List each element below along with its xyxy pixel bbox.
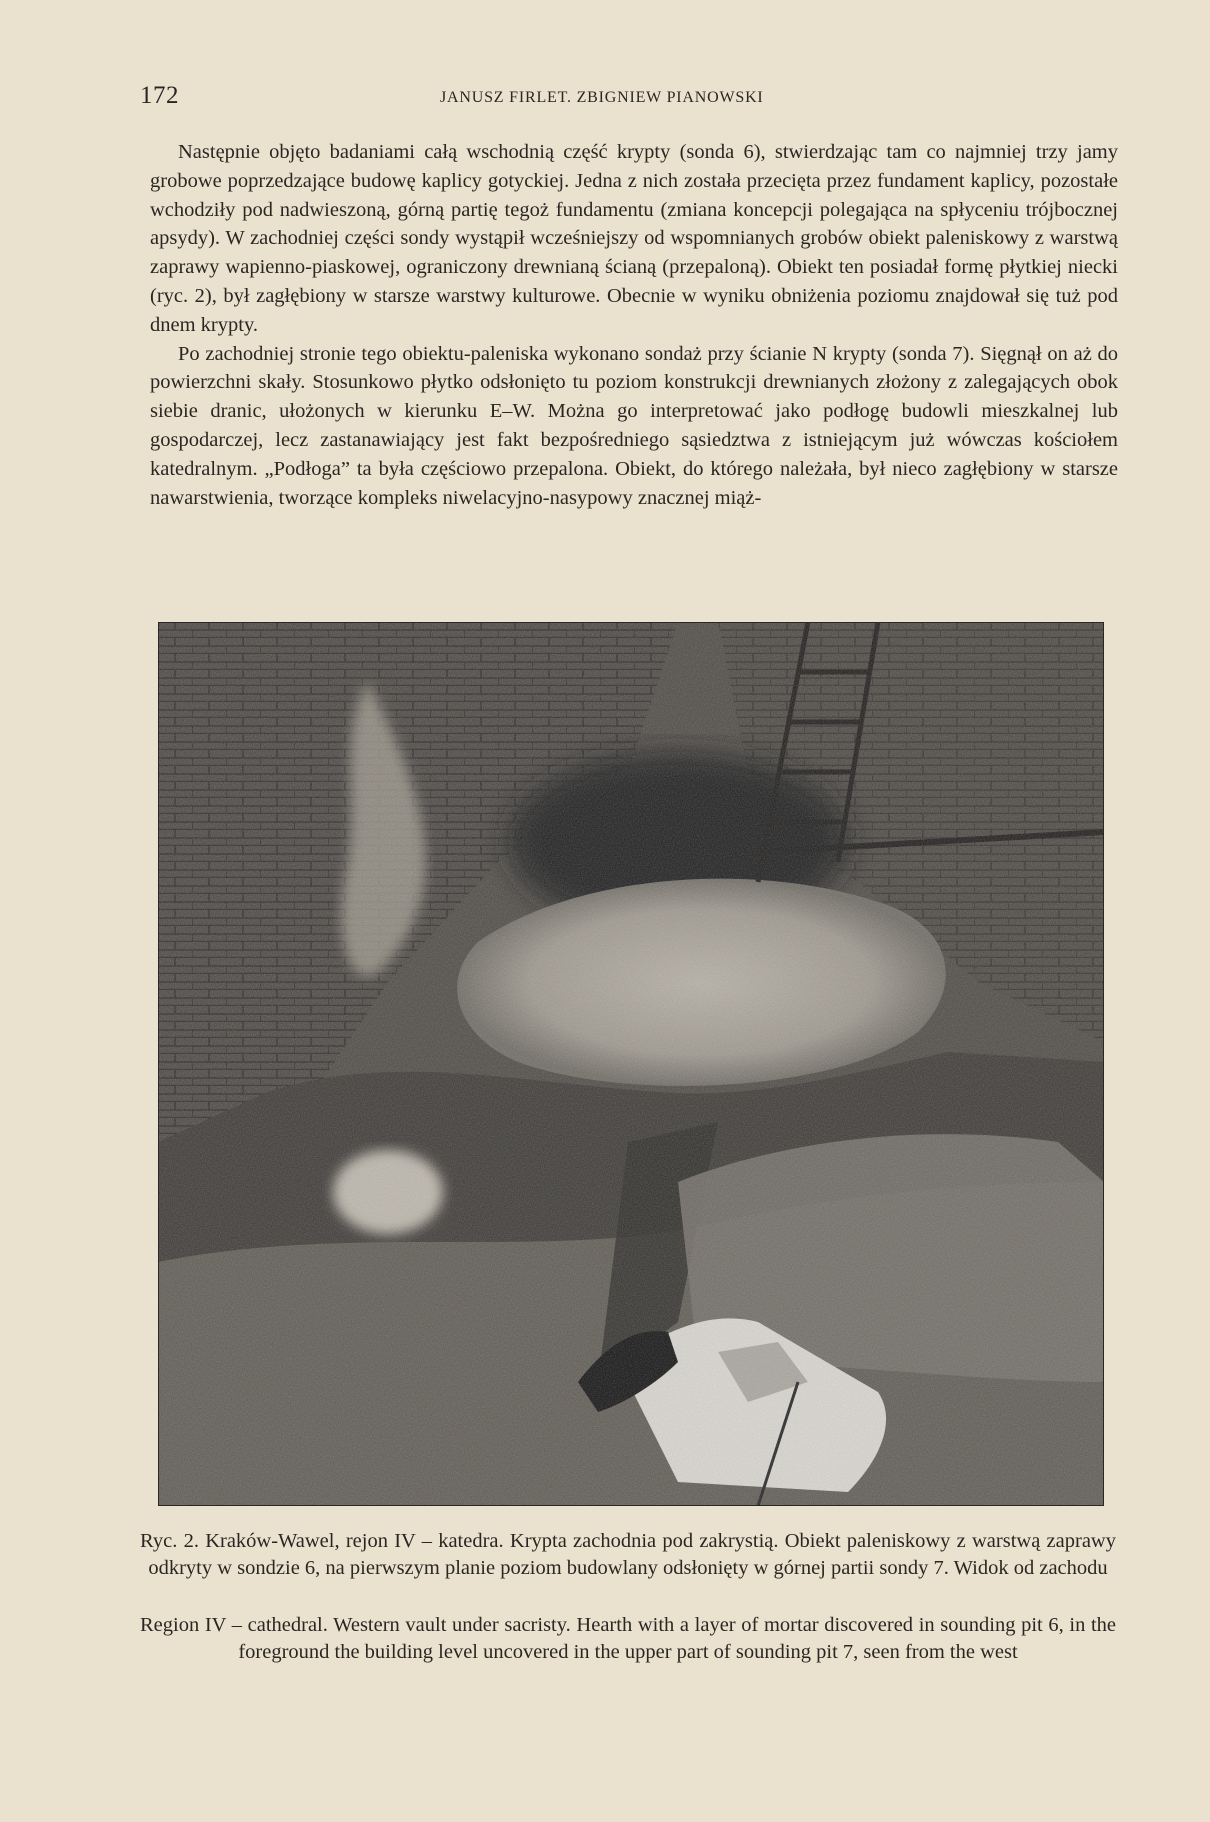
paragraph: Po zachodniej stronie tego obiektu-paleniska wykonano sondaż przy ścianie N krypty (sonda 7). Sięgnął on aż do powierzchni skały. Stosunkowo płytko odsłonięto tu poziom konstrukcji drewnianych złożony z zalegających obok siebie dranic, ułożonych w kierunku E–W. Można go interpretować jako podłogę budowli mieszkalnej lub gospodarczej, lecz zastanawiający jest fakt bezpośredniego sąsiedztwa z istniejącym już wówczas kościołem katedralnym. „Podłoga” ta była częściowo przepalona. Obiekt, do którego należała, był nieco zagłębiony w starsze nawarstwienia, tworzące kompleks niwelacyjno-nasypowy znacznej miąż- bbox=[150, 342, 1118, 509]
paragraph: Następnie objęto badaniami całą wschodnią część krypty (sonda 6), stwierdzając tam co najmniej trzy jamy grobowe poprzedzające budowę kaplicy gotyckiej. Jedna z nich została przecięta przez fundament kaplicy, pozostałe wchodziły pod nadwieszoną, górną partię tegoż fundamentu (zmiana koncepcji polegająca na spłyceniu trójbocznej apsydy). W zachodniej części sondy wystąpił wcześniejszy od wspomnianych grobów obiekt paleniskowy z warstwą zaprawy wapienno-piaskowej, ograniczony drewnianą ścianą (przepaloną). Obiekt ten posiadał formę płytkiej niecki (ryc. 2), był zagłębiony w starsze warstwy kulturowe. Obecnie w wyniku obniżenia poziomu znajdował się tuż pod dnem krypty. bbox=[150, 141, 1118, 336]
figure-caption-polish: Ryc. 2. Kraków-Wawel, rejon IV – katedra. Krypta zachodnia pod zakrystią. Obiekt paleniskowy z warstwą zaprawy odkryty w sondzie 6, na pierwszym planie poziom budowlany odsłonięty w górnej partii sondy 7. Widok od zachodu bbox=[140, 1530, 1116, 1579]
running-head: JANUSZ FIRLET. ZBIGNIEW PIANOWSKI bbox=[440, 89, 764, 106]
body-text bbox=[150, 138, 1118, 512]
figure-caption-english: Region IV – cathedral. Western vault under sacristy. Hearth with a layer of mortar discovered in sounding pit 6, in the foreground the building level uncovered in the upper part of sounding pit 7, seen from the west bbox=[140, 1614, 1116, 1663]
page-number: 172 bbox=[140, 82, 179, 109]
excavation-photo bbox=[158, 622, 1104, 1506]
